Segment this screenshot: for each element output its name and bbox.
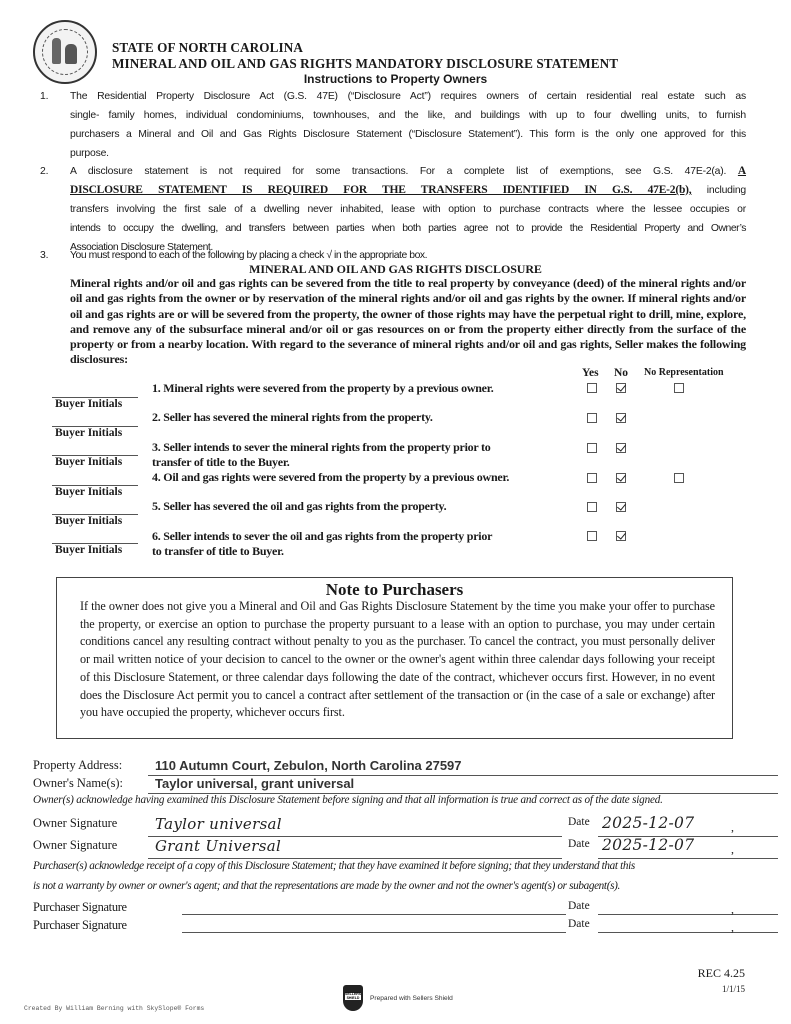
seal-figure-left (52, 38, 61, 64)
item-6-no-checkbox[interactable] (616, 531, 626, 541)
owner-signature-underline (148, 858, 562, 859)
sellers-shield-logo-icon (343, 985, 363, 1011)
disclosure-item-1: 1. Mineral rights were severed from the property by a previous owner. (152, 381, 494, 395)
column-no: No (614, 367, 629, 379)
instruction-2-line: intends to occupy the dwelling, and transfers between parties when both parties agree not to provide the Residential Property and Owner’s (70, 223, 746, 234)
item-3-no-checkbox[interactable] (616, 443, 626, 453)
item-1-no-checkbox[interactable] (616, 383, 626, 393)
created-by-text: Created By William Berning with SkySlope® Forms (24, 1005, 205, 1012)
instruction-2-line: A disclosure statement is not required for some transactions. For a complete list of exemptions, see G.S. 47E-2(a). A (70, 165, 747, 177)
item-5-yes-checkbox[interactable] (587, 502, 597, 512)
date-comma: , (731, 920, 734, 934)
date-comma: , (731, 902, 734, 916)
instruction-2-line: Association Disclosure Statement. (70, 242, 213, 253)
property-address-label: Property Address: (33, 758, 123, 772)
instruction-1-line: purchasers a Mineral and Oil and Gas Rights Disclosure Statement (“Disclosure Statement”). This form is the only one approved for this (70, 129, 746, 140)
purchaser-signature-label: Purchaser Signature (33, 918, 127, 932)
instruction-3-text: You must respond to each of the following by placing a check √ in the appropriate box. (70, 250, 428, 261)
instruction-3-number: 3. (40, 250, 49, 261)
disclosure-item-5: 5. Seller has severed the oil and gas rights from the property. (152, 499, 447, 513)
instruction-2-number: 2. (40, 166, 49, 177)
disclosure-item-3: 3. Seller intends to sever the mineral rights from the property prior to transfer of title to the Buyer. (152, 440, 491, 469)
owner-names-field[interactable]: Taylor universal, grant universal (155, 776, 355, 791)
purchaser-acknowledgement-line-2: is not a warranty by owner or owner's agent; and that the representations are made by the owner and not the owner's agent(s) or subagent(s). (33, 880, 620, 892)
purchaser-signature-1-field[interactable] (182, 914, 566, 915)
instruction-1-line: The Residential Property Disclosure Act (G.S. 47E) (“Disclosure Act”) requires owners of certain residential real estate such as (70, 91, 746, 102)
item-4-no-representation-checkbox[interactable] (674, 473, 684, 483)
instruction-1-text (70, 87, 746, 163)
purchaser-acknowledgement-line-1: Purchaser(s) acknowledge receipt of a copy of this Disclosure Statement; that they have examined it before signing; that they understand that this (33, 860, 635, 872)
note-text: If the owner does not give you a Mineral and Oil and Gas Rights Disclosure Statement by the time you make your offer to purchase the property, or exercise an option to purchase the property pursuant to a lease with an option to purchase, you may under certain conditions cancel any resulting contract without penalty to you as the purchaser. To cancel the contract, you must personally deliver or mail written notice of your decision to cancel to the owner or the owner's agent within three calendar days following your receipt of this Disclosure Statement, or three calendar days following the date of the contract, whichever occurs first. However, in no event does the Disclosure Act permit you to cancel a contract after settlement of the transaction or (in the case of a sale or exchange) after you have occupied the property, whichever occurs first. (80, 599, 715, 720)
item-2-yes-checkbox[interactable] (587, 413, 597, 423)
instruction-2-text (70, 162, 746, 257)
item-3-yes-checkbox[interactable] (587, 443, 597, 453)
instruction-2-line: DISCLOSURE STATEMENT IS REQUIRED FOR THE TRANSFERS IDENTIFIED IN G.S. 47E-2(b), including (70, 184, 747, 196)
purchaser-signature-2-date-field[interactable] (598, 932, 778, 933)
purchaser-signature-1-date-field[interactable] (598, 914, 778, 915)
state-heading: STATE OF NORTH CAROLINA (112, 40, 303, 55)
date-label: Date (568, 918, 590, 930)
item-5-no-checkbox[interactable] (616, 502, 626, 512)
buyer-initials-label: Buyer Initials (55, 398, 123, 410)
buyer-initials-label: Buyer Initials (55, 486, 123, 498)
buyer-initials-label: Buyer Initials (55, 515, 123, 527)
date-label: Date (568, 816, 590, 828)
purchaser-signature-label: Purchaser Signature (33, 900, 127, 914)
owner-signature-label: Owner Signature (33, 838, 118, 852)
date-label: Date (568, 900, 590, 912)
owner-signature-1-date-field[interactable]: 2025-12-07 (602, 814, 695, 832)
item-1-yes-checkbox[interactable] (587, 383, 597, 393)
prepared-with-text: Prepared with Sellers Shield (370, 995, 453, 1002)
column-yes: Yes (582, 367, 599, 379)
instruction-2-line: transfers involving the first sale of a dwelling never inhabited, lease with option to purchase contracts where the lessee occupies or (70, 204, 746, 215)
property-address-field[interactable]: 110 Autumn Court, Zebulon, North Carolina 27597 (155, 758, 462, 773)
disclosure-item-4: 4. Oil and gas rights were severed from the property by a previous owner. (152, 470, 510, 484)
disclosure-heading: MINERAL AND OIL AND GAS RIGHTS DISCLOSURE (249, 262, 542, 276)
column-no-representation: No Representation (644, 367, 724, 378)
date-comma: , (731, 842, 734, 856)
item-1-no-representation-checkbox[interactable] (674, 383, 684, 393)
date-underline (598, 858, 778, 859)
seal-figure-right (65, 44, 77, 64)
instruction-1-line: purpose. (70, 148, 109, 159)
disclosure-item-6: 6. Seller intends to sever the oil and gas rights from the property prior to transfer of title to Buyer. (152, 529, 493, 558)
required-emphasis: DISCLOSURE STATEMENT IS REQUIRED FOR THE TRANSFERS IDENTIFIED IN G.S. 47E-2(b), (70, 184, 692, 196)
date-comma: , (731, 820, 734, 834)
disclosure-item-2: 2. Seller has severed the mineral rights from the property. (152, 410, 433, 424)
note-title: Note to Purchasers (325, 580, 464, 599)
date-label: Date (568, 838, 590, 850)
buyer-initials-label: Buyer Initials (55, 456, 123, 468)
owner-signature-2-field[interactable]: Grant Universal (155, 837, 282, 855)
owner-signature-2-date-field[interactable]: 2025-12-07 (602, 836, 695, 854)
instruction-1-number: 1. (40, 91, 49, 102)
instructions-heading: Instructions to Property Owners (303, 72, 488, 86)
buyer-initials-label: Buyer Initials (55, 544, 123, 556)
owner-signature-1-field[interactable]: Taylor universal (155, 815, 282, 833)
item-6-yes-checkbox[interactable] (587, 531, 597, 541)
shield-band-text: SELLERS SHIELD (345, 992, 362, 1000)
required-emphasis: A (737, 165, 747, 177)
purchaser-signature-2-field[interactable] (182, 932, 566, 933)
owner-signature-label: Owner Signature (33, 816, 118, 830)
disclosure-paragraph: Mineral rights and/or oil and gas rights can be severed from the title to real property by conveyance (deed) of the mineral rights and/or oil and gas rights from the owner or by reservation of the mineral rights and/or oil and gas rights by the owner. If mineral rights and/or oil and gas rights are or will be severed from the property, the owner of those rights may have the perpetual right to drill, mine, explore, and remove any of the subsurface mineral and/or oil or gas resources on or from the property either directly from the surface of the property or from a nearby location. With regard to the severance of mineral rights and/or oil and gas rights, Seller makes the following disclosures: (70, 276, 746, 367)
owner-acknowledgement: Owner(s) acknowledge having examined this Disclosure Statement before signing and that all information is true and correct as of the date signed. (33, 794, 663, 806)
item-2-no-checkbox[interactable] (616, 413, 626, 423)
item-4-yes-checkbox[interactable] (587, 473, 597, 483)
form-title: MINERAL AND OIL AND GAS RIGHTS MANDATORY DISCLOSURE STATEMENT (112, 56, 619, 71)
form-date: 1/1/15 (721, 984, 745, 994)
form-code: REC 4.25 (697, 966, 745, 980)
item-4-no-checkbox[interactable] (616, 473, 626, 483)
instruction-1-line: single- family homes, individual condominiums, townhouses, and the like, and buildings with up to four dwelling units, to furnish (70, 110, 746, 121)
owner-names-label: Owner's Name(s): (33, 776, 123, 790)
buyer-initials-label: Buyer Initials (55, 427, 123, 439)
